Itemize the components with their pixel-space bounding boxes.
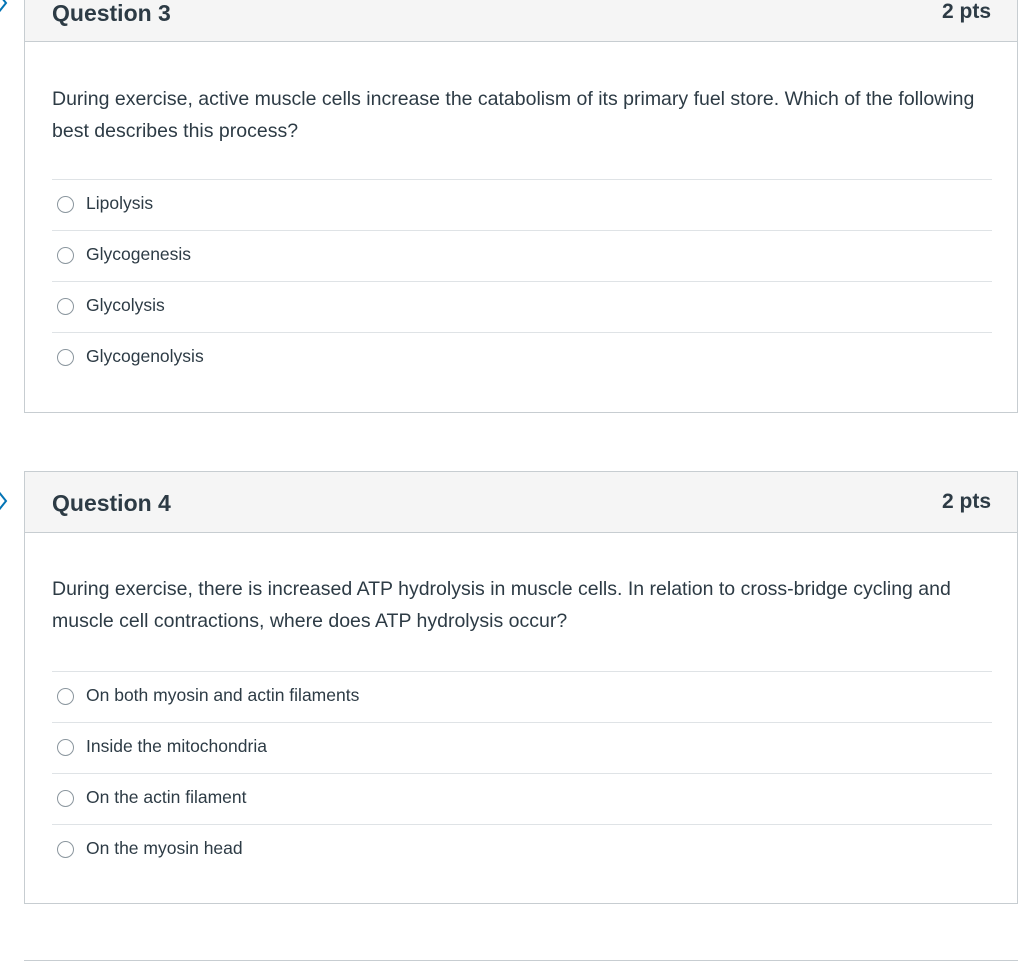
radio-button[interactable] — [57, 247, 74, 264]
answer-label[interactable]: Inside the mitochondria — [86, 736, 267, 756]
answer-label[interactable]: On the actin filament — [86, 787, 247, 807]
answer-option[interactable] — [52, 281, 992, 332]
radio-button[interactable] — [57, 790, 74, 807]
answer-option[interactable] — [52, 773, 992, 824]
answer-label[interactable]: On the myosin head — [86, 838, 243, 858]
answer-option[interactable] — [52, 824, 992, 875]
question-3-flag-icon[interactable] — [0, 0, 10, 14]
answer-option[interactable] — [52, 179, 992, 230]
question-4-answers — [52, 671, 992, 875]
question-4-text: During exercise, there is increased ATP hydrolysis in muscle cells. In relation to cross-bridge cycling and muscle cell contractions, where does ATP hydrolysis occur? — [52, 578, 951, 632]
question-4-header — [25, 472, 1017, 533]
radio-button[interactable] — [57, 196, 74, 213]
question-3-header — [25, 0, 1017, 42]
answer-label[interactable]: Glycogenesis — [86, 244, 192, 264]
radio-button[interactable] — [57, 298, 74, 315]
answer-option[interactable] — [52, 230, 992, 281]
question-4-points: 2 pts — [941, 490, 991, 513]
question-4-title: Question 4 — [52, 490, 171, 516]
answer-label[interactable]: On both myosin and actin filaments — [86, 685, 360, 705]
question-3-text: During exercise, active muscle cells increase the catabolism of its primary fuel store. Which of the following best describes this process? — [52, 88, 975, 142]
answer-label[interactable]: Glycogenolysis — [86, 346, 204, 366]
radio-button[interactable] — [57, 841, 74, 858]
radio-button[interactable] — [57, 739, 74, 756]
question-3-title: Question 3 — [52, 0, 171, 26]
question-3-points: 2 pts — [941, 0, 991, 23]
radio-button[interactable] — [57, 688, 74, 705]
question-3-answers — [52, 179, 992, 383]
answer-option[interactable] — [52, 332, 992, 383]
question-3-card — [24, 0, 1018, 413]
question-4-flag-icon[interactable] — [0, 490, 10, 512]
next-question-border — [24, 960, 1018, 961]
answer-label[interactable]: Glycolysis — [86, 295, 165, 315]
answer-option[interactable] — [52, 671, 992, 722]
answer-option[interactable] — [52, 722, 992, 773]
answer-label[interactable]: Lipolysis — [86, 193, 154, 213]
question-4-card — [24, 471, 1018, 904]
radio-button[interactable] — [57, 349, 74, 366]
